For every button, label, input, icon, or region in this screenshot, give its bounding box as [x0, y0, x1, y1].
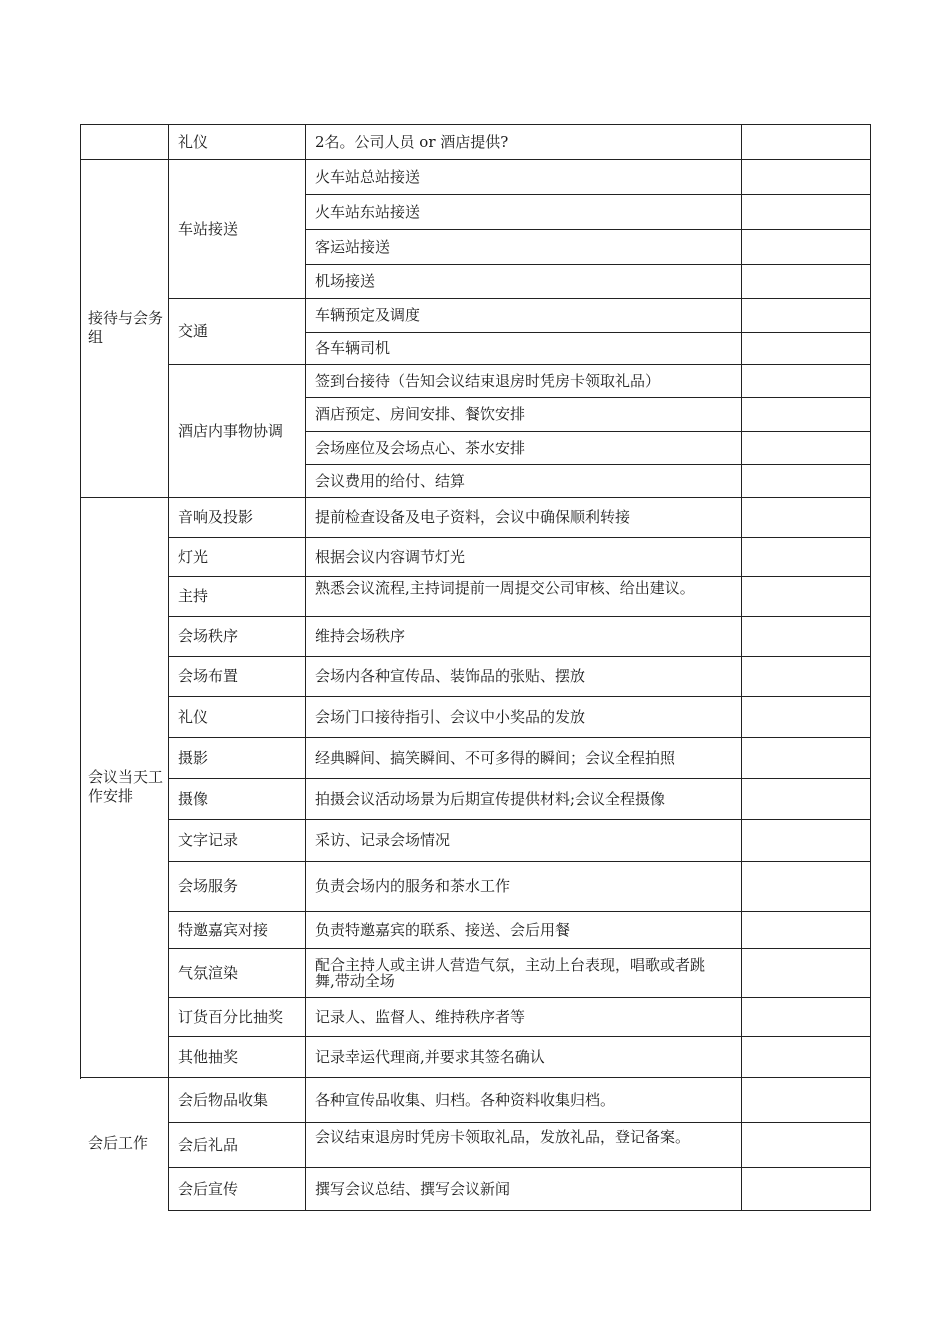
task-row-border [305, 431, 871, 432]
item-row-border [168, 656, 306, 657]
item-row-border [168, 861, 306, 862]
task-row-border [305, 159, 871, 160]
task-cell: 2名。公司人员 or 酒店提供? [315, 133, 509, 151]
item-row-border [168, 576, 306, 577]
item-row-border [168, 997, 306, 998]
group-label: 会议当天工作安排 [88, 768, 164, 805]
item-row-border [168, 948, 306, 949]
task-cell: 机场接送 [315, 272, 376, 290]
task-cell: 记录幸运代理商,并要求其签名确认 [315, 1048, 545, 1066]
table-left-border [80, 124, 81, 1079]
item-cell: 其他抽奖 [178, 1048, 239, 1066]
item-cell: 特邀嘉宾对接 [178, 921, 269, 939]
item-cell: 礼仪 [178, 133, 209, 151]
task-row-border [305, 397, 871, 398]
item-cell: 摄像 [178, 790, 209, 808]
task-cell: 撰写会议总结、撰写会议新闻 [315, 1180, 511, 1198]
task-row-border [305, 264, 871, 265]
task-cell: 会议结束退房时凭房卡领取礼品，发放礼品，登记备案。 [315, 1128, 691, 1146]
item-cell: 文字记录 [178, 831, 239, 849]
table-right-border [870, 124, 871, 1211]
item-cell: 气氛渲染 [178, 964, 239, 982]
item-cell: 灯光 [178, 548, 209, 566]
task-cell: 客运站接送 [315, 238, 391, 256]
task-row-border [305, 298, 871, 299]
item-cell: 主持 [178, 587, 209, 605]
task-cell: 记录人、监督人、维持秩序者等 [315, 1008, 526, 1026]
item-row-border [168, 1122, 306, 1123]
item-cell: 会后物品收集 [178, 1091, 269, 1109]
task-row-border [305, 861, 871, 862]
task-cell: 负责会场内的服务和茶水工作 [315, 877, 511, 895]
task-row-border [305, 911, 871, 912]
task-row-border [305, 778, 871, 779]
item-cell: 会场服务 [178, 877, 239, 895]
item-row-border [168, 159, 306, 160]
task-row-border [305, 656, 871, 657]
item-cell: 会后礼品 [178, 1136, 239, 1154]
column-divider-3 [741, 124, 742, 1211]
item-cell: 车站接送 [178, 220, 239, 238]
task-row-border [305, 737, 871, 738]
task-row-border [305, 364, 871, 365]
item-row-border [168, 616, 306, 617]
task-row-border [305, 497, 871, 498]
column-divider-1 [168, 124, 169, 1211]
item-row-border [168, 298, 306, 299]
item-cell: 酒店内事物协调 [178, 422, 284, 440]
task-row-border [305, 819, 871, 820]
group-label: 会后工作 [88, 1134, 149, 1152]
task-row-border [305, 1210, 871, 1211]
task-row-border [305, 464, 871, 465]
task-row-border [305, 696, 871, 697]
task-cell: 熟悉会议流程,主持词提前一周提交公司审核、给出建议。 [315, 579, 695, 597]
item-row-border [168, 1036, 306, 1037]
task-cell: 负责特邀嘉宾的联系、接送、会后用餐 [315, 921, 571, 939]
task-row-border [305, 332, 871, 333]
item-cell: 会场布置 [178, 667, 239, 685]
task-cell: 车辆预定及调度 [315, 306, 421, 324]
group-row-border [80, 497, 169, 498]
item-cell: 会场秩序 [178, 627, 239, 645]
item-row-border [168, 1167, 306, 1168]
task-cell: 各种宣传品收集、归档。各种资料收集归档。 [315, 1091, 616, 1109]
task-cell: 提前检查设备及电子资料，会议中确保顺利转接 [315, 508, 631, 526]
table-top-border [80, 124, 871, 125]
item-row-border [168, 696, 306, 697]
task-cell: 拍摄会议活动场景为后期宣传提供材料;会议全程摄像 [315, 790, 666, 808]
group-row-border [80, 1077, 169, 1078]
item-row-border [168, 1077, 306, 1078]
task-cell: 根据会议内容调节灯光 [315, 548, 466, 566]
task-cell: 火车站总站接送 [315, 168, 421, 186]
item-row-border [168, 364, 306, 365]
item-cell: 摄影 [178, 749, 209, 767]
task-cell: 各车辆司机 [315, 339, 391, 357]
task-cell: 会议费用的给付、结算 [315, 472, 466, 490]
item-cell: 会后宣传 [178, 1180, 239, 1198]
task-cell: 火车站东站接送 [315, 203, 421, 221]
task-cell: 签到台接待（告知会议结束退房时凭房卡领取礼品） [315, 372, 661, 390]
task-row-border [305, 1167, 871, 1168]
item-cell: 交通 [178, 322, 209, 340]
task-cell: 经典瞬间、搞笑瞬间、不可多得的瞬间；会议全程拍照 [315, 749, 676, 767]
group-label: 接待与会务组 [88, 309, 164, 346]
task-cell: 酒店预定、房间安排、餐饮安排 [315, 405, 526, 423]
task-row-border [305, 948, 871, 949]
task-cell: 维持会场秩序 [315, 627, 406, 645]
item-cell: 礼仪 [178, 708, 209, 726]
task-row-border [305, 1077, 871, 1078]
item-row-border [168, 737, 306, 738]
task-row-border [305, 616, 871, 617]
item-row-border [168, 537, 306, 538]
task-row-border [305, 997, 871, 998]
item-row-border [168, 819, 306, 820]
task-row-border [305, 1036, 871, 1037]
task-cell: 配合主持人或主讲人营造气氛，主动上台表现，唱歌或者跳舞,带动全场 [315, 956, 706, 990]
task-row-border [305, 576, 871, 577]
group-row-border [80, 159, 169, 160]
item-row-border [168, 1210, 306, 1211]
item-cell: 订货百分比抽奖 [178, 1008, 284, 1026]
task-cell: 采访、记录会场情况 [315, 831, 451, 849]
item-row-border [168, 778, 306, 779]
item-row-border [168, 911, 306, 912]
task-cell: 会场门口接待指引、会议中小奖品的发放 [315, 708, 586, 726]
item-cell: 音响及投影 [178, 508, 254, 526]
task-row-border [305, 1122, 871, 1123]
task-row-border [305, 537, 871, 538]
task-cell: 会场内各种宣传品、装饰品的张贴、摆放 [315, 667, 586, 685]
task-row-border [305, 229, 871, 230]
task-cell: 会场座位及会场点心、茶水安排 [315, 439, 526, 457]
item-row-border [168, 497, 306, 498]
task-row-border [305, 194, 871, 195]
